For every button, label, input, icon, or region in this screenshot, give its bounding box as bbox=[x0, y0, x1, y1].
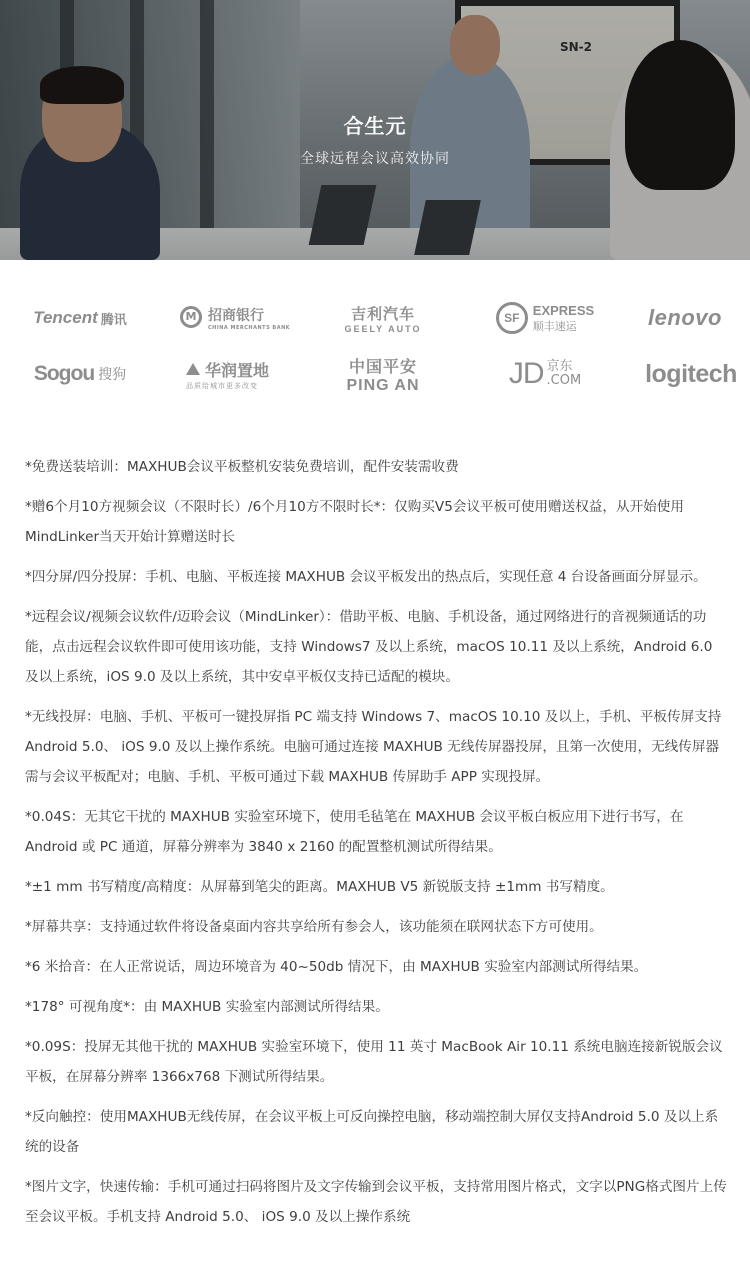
cmb-emblem-icon: M bbox=[180, 306, 202, 328]
cmb-logo-cn: 招商银行 bbox=[208, 308, 264, 324]
tencent-logo-cn: 腾讯 bbox=[100, 311, 127, 327]
footnote: *0.09S：投屏无其他干扰的 MAXHUB 实验室环境下，使用 11 英寸 MacBook Air 10.11 系统电脑连接新锐版会议平板，在屏幕分辨率 1366x768 下测试所得结果。 bbox=[25, 1039, 723, 1085]
hero-banner bbox=[0, 0, 750, 260]
footnote: *图片文字，快速传输：手机可通过扫码将图片及文字传输到会议平板，支持常用图片格式，文字以PNG格式图片上传至会议平板。手机支持 Android 5.0、 iOS 9.0 及以上操作系统 bbox=[25, 1179, 727, 1225]
footnote: *远程会议/视频会议软件/迈聆会议（MindLinker）：借助平板、电脑、手机设备，通过网络进行的音视频通话的功能，点击远程会议软件即可使用该功能，支持 Windows7 及以上系统，macOS 10.11 及以上系统，Android 6.0 及以上系统，iOS 9.0 及以上系统，其中安卓平板仅支持已适配的模块。 bbox=[25, 609, 713, 685]
logitech-logo bbox=[626, 354, 750, 394]
footnote: *赠6个月10方视频会议（不限时长）/6个月10方不限时长*：仅购买V5会议平板可使用赠送权益，从开始使用MindLinker当天开始计算赠送时长 bbox=[25, 499, 684, 545]
sf-emblem-icon: SF bbox=[496, 302, 528, 334]
sogou-logo-cn: 搜狗 bbox=[98, 367, 127, 383]
footnote: *四分屏/四分投屏：手机、电脑、平板连接 MAXHUB 会议平板发出的热点后，实现任意 4 台设备画面分屏显示。 bbox=[25, 569, 707, 585]
footnote: *0.04S：无其它干扰的 MAXHUB 实验室环境下，使用毛毡笔在 MAXHUB 会议平板白板应用下进行书写，在 Android 或 PC 通道，屏幕分辨率为 3840 x 2160 的配置整机测试所得结果。 bbox=[25, 809, 684, 855]
geely-logo-cn: 吉利汽车 bbox=[350, 304, 415, 323]
pingan-logo-en: PING AN bbox=[346, 376, 420, 394]
logitech-logo-name: logitech bbox=[645, 359, 737, 388]
jd-logo-en: .COM bbox=[546, 373, 582, 388]
jd-logo-mark: JD bbox=[508, 357, 544, 390]
cmb-logo bbox=[168, 298, 298, 338]
footnote: *无线投屏：电脑、手机、平板可一键投屏指 PC 端支持 Windows 7、macOS 10.10 及以上，手机、平板传屏支持 Android 5.0、 iOS 9.0 及以上操作系统。电脑可通过连接 MAXHUB 无线传屏器投屏，且第一次使用，无线传屏器需与会议平板配对；电脑、手机、平板可通过下载 MAXHUB 传屏助手 APP 实现投屏。 bbox=[25, 709, 722, 785]
geely-logo-en: GEELY AUTO bbox=[344, 323, 422, 334]
footnote: *屏幕共享：支持通过软件将设备桌面内容共享给所有参会人，该功能须在联网状态下方可使用。 bbox=[25, 919, 603, 935]
sf-logo-en: EXPRESS bbox=[532, 302, 595, 318]
cr-logo-cn: 华润置地 bbox=[205, 360, 270, 380]
sf-logo-cn: 顺丰速运 bbox=[532, 319, 577, 333]
footnote: *免费送装培训：MAXHUB会议平板整机安装免费培训，配件安装需收费 bbox=[25, 459, 459, 475]
hero-title: 合生元 bbox=[343, 114, 407, 138]
cr-logo-slogan: 品质给城市更多改变 bbox=[186, 381, 258, 390]
pingan-logo bbox=[318, 354, 448, 394]
footnote: *±1 mm 书写精度/高精度：从屏幕到笔尖的距离。MAXHUB V5 新锐版支持 ±1mm 书写精度。 bbox=[25, 879, 614, 895]
lenovo-logo-name: lenovo bbox=[648, 305, 722, 330]
pingan-logo-cn: 中国平安 bbox=[348, 356, 417, 376]
hero-screen-text: SN-2 bbox=[560, 40, 593, 54]
cmb-logo-en: CHINA MERCHANTS BANK bbox=[208, 325, 291, 331]
cr-land-logo bbox=[168, 354, 298, 394]
footnote: *178° 可视角度*：由 MAXHUB 实验室内部测试所得结果。 bbox=[25, 999, 389, 1015]
footnote: *6 米拾音：在人正常说话，周边环境音为 40~50db 情况下，由 MAXHUB 实验室内部测试所得结果。 bbox=[25, 959, 648, 975]
sogou-logo-name: Sogou bbox=[33, 362, 95, 385]
hero-subtitle: 全球远程会议高效协同 bbox=[300, 151, 450, 167]
tencent-logo-name: Tencent bbox=[33, 308, 98, 327]
sogou-logo bbox=[15, 354, 145, 394]
geely-logo bbox=[318, 298, 448, 338]
footnotes-list bbox=[25, 452, 730, 1242]
sf-express-logo bbox=[480, 298, 610, 338]
lenovo-logo bbox=[620, 298, 750, 338]
jd-logo-cn: 京东 bbox=[546, 359, 573, 374]
footnote: *反向触控：使用MAXHUB无线传屏，在会议平板上可反向操控电脑，移动端控制大屏仅支持Android 5.0 及以上系统的设备 bbox=[25, 1109, 719, 1155]
cr-emblem-icon bbox=[186, 363, 200, 375]
jd-logo bbox=[480, 354, 610, 394]
tencent-logo bbox=[15, 298, 145, 338]
